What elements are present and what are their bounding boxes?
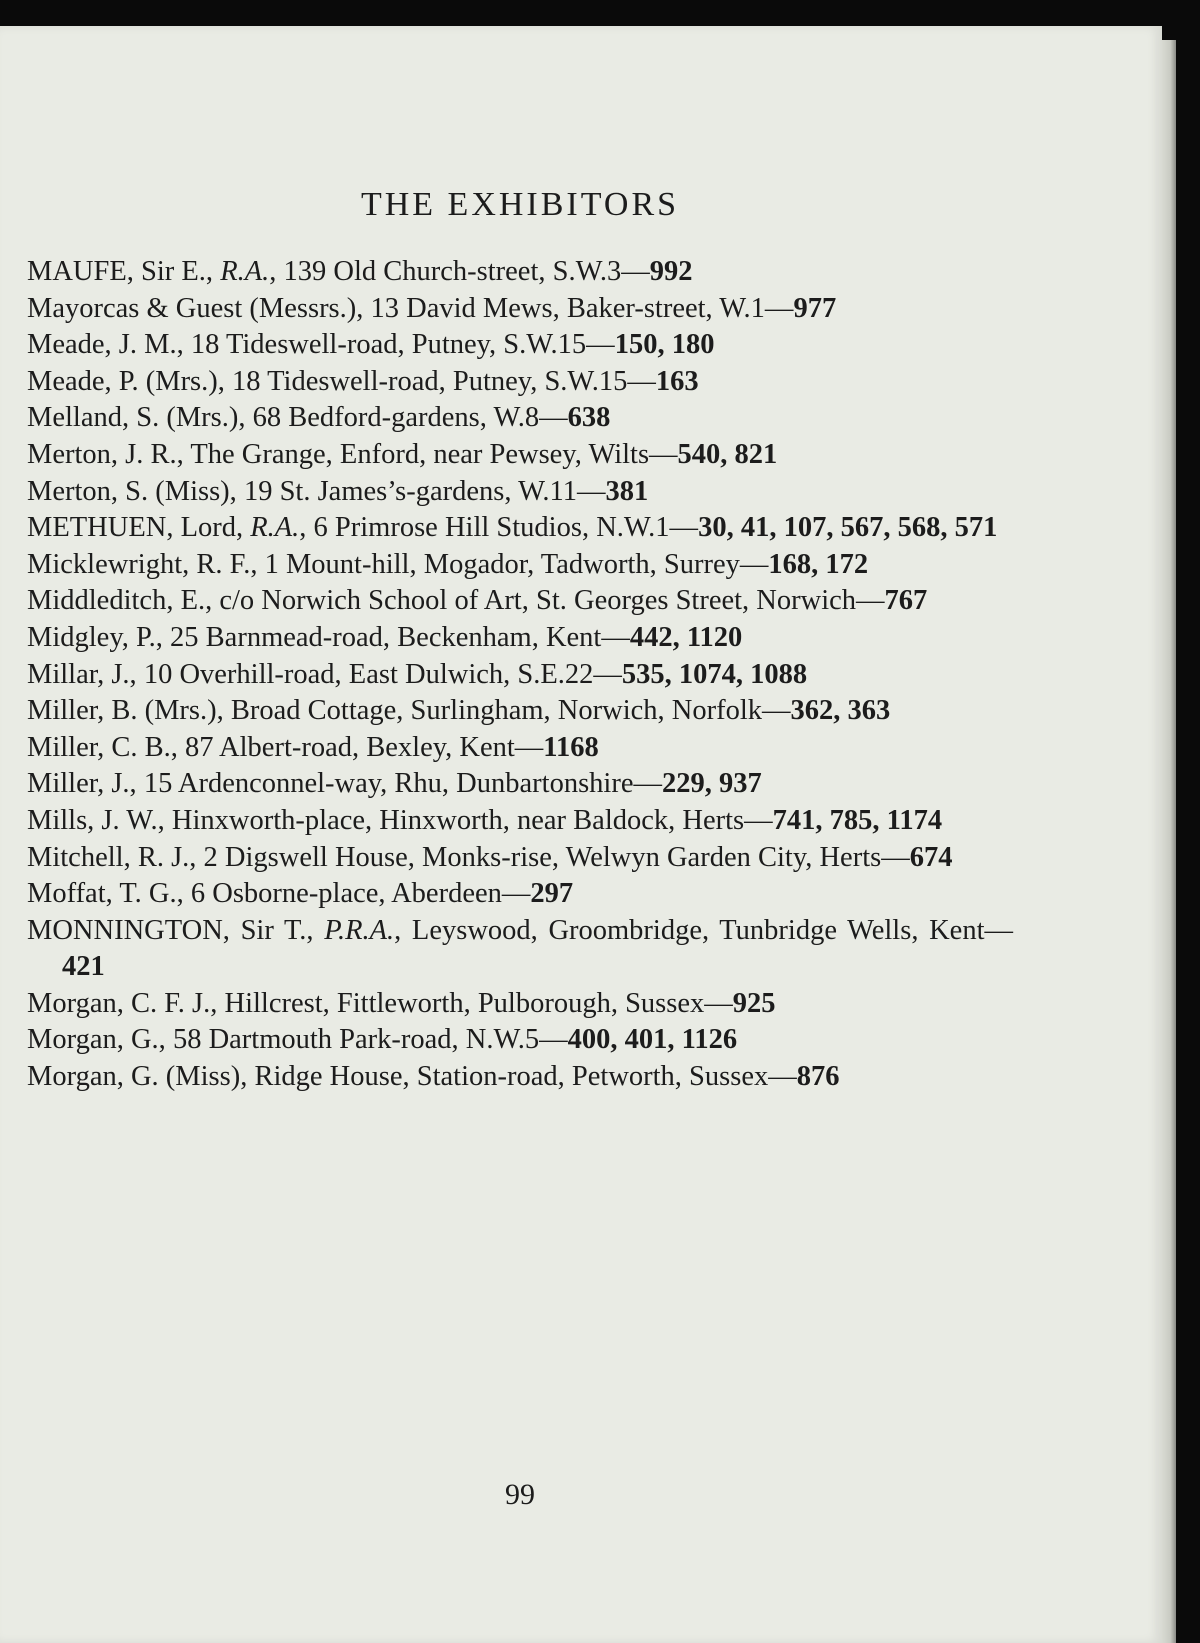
catalogue-numbers: 168, 172 [768,548,869,580]
exhibitor-honour: P.R.A. [324,914,395,946]
exhibitor-address: 19 St. James’s-gardens, W.11— [243,475,606,507]
exhibitor-name: Micklewright, R. F., [27,548,265,580]
exhibitor-name: Morgan, G. (Miss), [27,1061,255,1093]
exhibitor-name: Melland, S. (Mrs.), [27,402,253,434]
exhibitor-name: Meade, P. (Mrs.), [27,365,233,397]
exhibitor-entry [27,620,1013,657]
exhibitor-name: Miller, J., [27,768,144,800]
exhibitor-name: Morgan, C. F. J., [27,987,225,1019]
catalogue-numbers: 421 [62,951,105,983]
exhibitor-name: Middleditch, E., [27,585,220,617]
exhibitor-address: 18 Tideswell-road, Putney, S.W.15— [232,365,656,397]
exhibitor-entry [27,254,1013,291]
exhibitor-address: , Leyswood, Groombridge, Tunbridge Wells, Kent— [394,914,1014,946]
exhibitor-address: 1 Mount-hill, Mogador, Tadworth, Surrey— [264,548,769,580]
exhibitor-address: 10 Overhill-road, East Dulwich, S.E.22— [143,658,622,690]
exhibitor-name: MAUFE, Sir E., [27,256,221,287]
exhibitor-entry [27,803,1013,840]
exhibitor-address: Ridge House, Station-road, Petworth, Sussex— [254,1061,797,1093]
exhibitor-entry [27,474,1013,511]
page-heading: THE EXHIBITORS [360,186,680,223]
catalogue-numbers: 876 [796,1061,840,1093]
exhibitor-address: 58 Dartmouth Park-road, N.W.5— [172,1024,568,1056]
exhibitor-address: c/o Norwich School of Art, St. Georges Street, Norwich— [219,585,885,617]
exhibitor-address: 68 Bedford-gardens, W.8— [252,402,568,434]
exhibitor-entry [27,876,1013,913]
exhibitor-entry [27,840,1013,877]
catalogue-numbers: 992 [649,256,693,287]
exhibitor-name: Mayorcas & Guest (Messrs.), [27,292,371,324]
exhibitor-address: Hillcrest, Fittleworth, Pulborough, Sussex— [224,987,733,1019]
catalogue-numbers: 1168 [543,731,599,763]
exhibitor-entry [27,1059,1013,1096]
exhibitor-entry [27,1022,1013,1059]
exhibitor-name: Midgley, P., [27,621,171,653]
exhibitor-address: 15 Ardenconnel-way, Rhu, Dunbartonshire— [143,768,662,800]
exhibitor-name: Merton, S. (Miss), [27,475,244,507]
exhibitor-address: Hinxworth-place, Hinxworth, near Baldock, Herts— [171,804,773,836]
exhibitor-address: 18 Tideswell-road, Putney, S.W.15— [190,329,615,361]
page-edge [1162,40,1176,1643]
exhibitor-name: Mills, J. W., [27,804,172,836]
exhibitor-address: , 6 Primrose Hill Studios, N.W.1— [299,512,699,544]
catalogue-numbers: 362, 363 [790,695,891,727]
catalogue-numbers: 297 [530,878,574,910]
book-page [0,26,1162,1643]
exhibitor-address: 6 Osborne-place, Aberdeen— [190,878,531,910]
catalogue-numbers: 977 [793,292,837,324]
catalogue-numbers: 442, 1120 [629,621,743,653]
catalogue-numbers: 535, 1074, 1088 [621,658,808,690]
catalogue-numbers: 767 [884,585,928,617]
exhibitor-name: Morgan, G., [27,1024,173,1056]
exhibitor-address: Broad Cottage, Surlingham, Norwich, Norfolk— [230,695,791,727]
exhibitor-name: Mitchell, R. J., [27,841,204,873]
exhibitor-entry [27,437,1013,474]
catalogue-numbers: 163 [655,365,699,397]
exhibitor-entry [27,510,1013,547]
exhibitor-name: Meade, J. M., [27,329,191,361]
exhibitor-entry [27,693,1013,730]
exhibitor-list [27,254,1013,1096]
exhibitor-name: Miller, B. (Mrs.), [27,695,231,727]
catalogue-numbers: 741, 785, 1174 [772,804,943,836]
catalogue-numbers: 925 [732,987,776,1019]
exhibitor-entry [27,583,1013,620]
exhibitor-entry [27,400,1013,437]
catalogue-numbers: 229, 937 [661,768,762,800]
exhibitor-honour: R.A. [220,256,270,287]
exhibitor-name: Millar, J., [27,658,144,690]
exhibitor-entry [27,986,1013,1023]
exhibitor-entry [27,364,1013,401]
exhibitor-address: The Grange, Enford, near Pewsey, Wilts— [190,438,678,470]
exhibitor-name: Moffat, T. G., [27,878,191,910]
exhibitor-address: 2 Digswell House, Monks-rise, Welwyn Garden City, Herts— [203,841,910,873]
catalogue-numbers: 381 [605,475,649,507]
exhibitor-entry [27,547,1013,584]
exhibitor-entry [27,291,1013,328]
exhibitor-name: METHUEN, Lord, [27,512,251,544]
exhibitor-entry [27,913,1013,986]
catalogue-numbers: 674 [909,841,953,873]
exhibitor-entry [27,766,1013,803]
page-number: 99 [505,1478,535,1511]
catalogue-numbers: 400, 401, 1126 [567,1024,738,1056]
exhibitor-name: Merton, J. R., [27,438,191,470]
exhibitor-entry [27,327,1013,364]
exhibitor-name: Miller, C. B., [27,731,185,763]
catalogue-numbers: 150, 180 [614,329,715,361]
exhibitor-address: , 139 Old Church-street, S.W.3— [269,256,650,287]
catalogue-numbers: 638 [567,402,611,434]
exhibitor-entry [27,657,1013,694]
exhibitor-address: 13 David Mews, Baker-street, W.1— [370,292,794,324]
exhibitor-address: 87 Albert-road, Bexley, Kent— [185,731,544,763]
exhibitor-honour: R.A. [250,512,300,544]
exhibitor-entry [27,730,1013,767]
exhibitor-name: MONNINGTON, Sir T., [27,914,325,946]
exhibitor-address: 25 Barnmead-road, Beckenham, Kent— [170,621,630,653]
catalogue-numbers: 540, 821 [677,438,778,470]
catalogue-numbers: 30, 41, 107, 567, 568, 571 [698,512,998,544]
